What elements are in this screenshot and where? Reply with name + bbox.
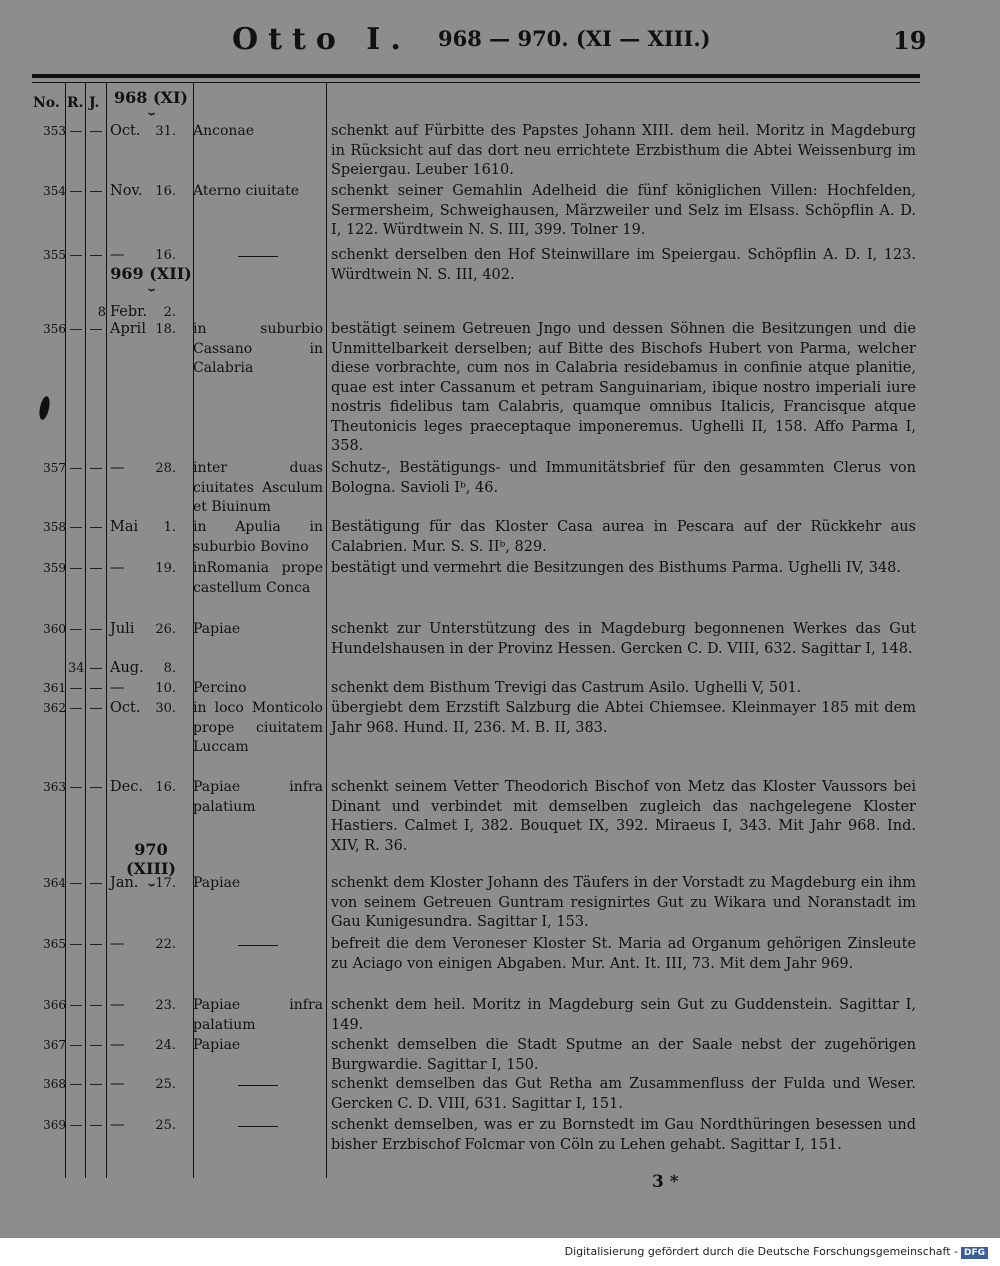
entry-day: 26.: [155, 622, 176, 637]
entry-text: schenkt derselben den Hof Steinwillare im Speiergau. Schöpflin A. D. I, 123. Würdtwein N. S. III, 402.: [331, 247, 916, 283]
regest-ref: —: [69, 520, 83, 535]
entry-place: Papiae: [193, 875, 241, 891]
entry-place: in loco Monticolo prope ciuitatem Luccam: [193, 700, 323, 755]
entry-text: schenkt seiner Gemahlin Adelheid die fünf königlichen Villen: Hochfelden, Sermersheim, Schweighausen, Märzweiler und Selz im Elsass. Schöpflin A. D. I, 122. Würdtwein N. S. III, 399. Tolner 19.: [331, 183, 916, 238]
jaffe-ref: —: [89, 937, 103, 952]
jaffe-ref: —: [89, 1077, 103, 1092]
entry-day: 1.: [163, 520, 176, 535]
entry-number: 361: [43, 681, 66, 695]
entry-month: Oct.: [110, 700, 141, 716]
entry-month: Mai: [110, 519, 139, 535]
entry-text: schenkt auf Fürbitte des Papstes Johann XIII. dem heil. Moritz in Magdeburg in Rücksicht auf das dort neu errichtete Erzbisthum die Abtei Weissenburg im Speiergau. Leuber 1610.: [331, 123, 916, 178]
entry-number: 356: [43, 322, 66, 336]
entry-place: inRomania prope castellum Conca: [193, 560, 323, 596]
jaffe-ref: —: [89, 322, 103, 337]
entry-number: 354: [43, 184, 66, 198]
page-number: 19: [893, 26, 927, 55]
entry-number: 369: [43, 1118, 66, 1132]
ink-blot: [38, 395, 52, 420]
jaffe-ref: —: [89, 661, 103, 676]
entry-place: Papiae infra palatium: [193, 779, 323, 815]
regest-ref: —: [69, 1118, 83, 1133]
entry-number: 368: [43, 1077, 66, 1091]
entry-number: 357: [43, 461, 66, 475]
entry-day: 17.: [155, 876, 176, 891]
regest-ref: —: [69, 876, 83, 891]
signature-mark: 3 *: [652, 1172, 679, 1192]
entry-text: bestätigt und vermehrt die Besitzungen des Bisthums Parma. Ughelli IV, 348.: [331, 560, 902, 576]
entry-month: Oct.: [110, 123, 141, 139]
entry-day: 16.: [155, 184, 176, 199]
place-blank-rule: [238, 1126, 278, 1127]
jaffe-ref: —: [89, 520, 103, 535]
entry-month: Febr.: [110, 304, 148, 320]
page-title: Otto I.: [232, 22, 411, 57]
entry-text: befreit die dem Veroneser Kloster St. Maria ad Organum gehörigen Zinsleute zu Aciago von einigen Abgaben. Mur. Ant. It. III, 73. Mit dem Jahr 969.: [331, 936, 916, 972]
regest-ref: —: [69, 124, 83, 139]
entry-text: schenkt dem Kloster Johann des Täufers in der Vorstadt zu Magdeburg ein ihm von seinem Getreuen Guntram resignirtes Gut zu Wikara und Noranstadt im Gau Kunigesundra. Sagittar I, 153.: [331, 875, 916, 930]
entry-day: 8.: [163, 661, 176, 676]
column-divider: [85, 83, 86, 1178]
entry-text: schenkt seinem Vetter Theodorich Bischof von Metz das Kloster Vaussors bei Dinant und verbindet mit demselben zugleich das nachgelegene Kloster Hastiers. Calmet I, 382. Bouquet IX, 392. Miraeus I, 343. Mit Jahr 968. Ind. XIV, R. 36.: [331, 779, 916, 854]
entry-day: 16.: [155, 248, 176, 263]
entry-text: schenkt dem heil. Moritz in Magdeburg sein Gut zu Guddenstein. Sagittar I, 149.: [331, 997, 916, 1033]
entry-number: 363: [43, 780, 66, 794]
entry-month: —: [110, 1117, 125, 1133]
jaffe-ref: —: [89, 998, 103, 1013]
place-blank-rule: [238, 256, 278, 257]
jaffe-ref: 8: [97, 305, 106, 320]
entry-day: 19.: [155, 561, 176, 576]
entry-day: 30.: [155, 701, 176, 716]
jaffe-ref: —: [89, 701, 103, 716]
entry-month: April: [110, 321, 146, 337]
entry-month: Aug.: [110, 660, 144, 676]
jaffe-ref: —: [89, 1038, 103, 1053]
column-header-j: J.: [89, 95, 100, 111]
entry-day: 16.: [155, 780, 176, 795]
regest-ref: —: [69, 937, 83, 952]
entry-place: Papiae: [193, 621, 241, 637]
entry-day: 25.: [155, 1077, 176, 1092]
entry-day: 18.: [155, 322, 176, 337]
regest-ref: 34: [68, 661, 85, 676]
entry-text: bestätigt seinem Getreuen Jngo und dessen Söhnen die Besitzungen und die Unmittelbarkeit derselben; auf Bitte des Bischofs Hubert von Parma, welcher diese vorbrachte, cum nos in Calabria residebamus in confinie atque planitie, quae est inter Cassanum et petram Sanguinariam, ibique nostro imperiali iure nostris fidelibus tam Calabris, quamque omnibus Italicis, Francisque atque Theutonicis leges praeceptaque imponeremus. Ughelli II, 158. Affo Parma I, 358.: [331, 321, 916, 454]
footer-credit: Digitalisierung gefördert durch die Deutsche Forschungsgemeinschaft - DFG: [565, 1245, 988, 1259]
entry-number: 360: [43, 622, 66, 636]
entry-text: schenkt demselben, was er zu Bornstedt im Gau Nordthüringen besessen und bisher Erzbischof Folcmar von Cöln zu Lehen gehabt. Sagittar I, 151.: [331, 1117, 916, 1153]
entry-day: 28.: [155, 461, 176, 476]
entry-place: Papiae infra palatium: [193, 997, 323, 1033]
entry-day: 2.: [163, 305, 176, 320]
entry-number: 367: [43, 1038, 66, 1052]
entry-month: —: [110, 560, 125, 576]
header-rule-thin: [32, 82, 920, 83]
year-marker: 968 (XI) ⏟: [113, 88, 188, 115]
jaffe-ref: —: [89, 248, 103, 263]
jaffe-ref: —: [89, 780, 103, 795]
entry-month: —: [110, 997, 125, 1013]
entry-day: 31.: [155, 124, 176, 139]
page-year-range: 968 — 970. (XI — XIII.): [438, 26, 711, 51]
entry-day: 10.: [155, 681, 176, 696]
regest-ref: —: [69, 622, 83, 637]
regest-ref: —: [69, 184, 83, 199]
entry-text: schenkt demselben die Stadt Sputme an der Saale nebst der zugehörigen Burgwardie. Sagittar I, 150.: [331, 1037, 916, 1073]
entry-month: —: [110, 1076, 125, 1092]
entry-month: —: [110, 680, 125, 696]
entry-place: inter duas ciuitates Asculum et Biuinum: [193, 460, 323, 515]
regest-ref: —: [69, 1038, 83, 1053]
column-header-no: No.: [33, 95, 60, 111]
entry-text: schenkt zur Unterstützung des in Magdeburg begonnenen Werkes das Gut Hundelshausen in der Provinz Hessen. Gercken C. D. VIII, 632. Sagittar I, 148.: [331, 621, 916, 657]
jaffe-ref: —: [89, 124, 103, 139]
entry-month: Juli: [110, 621, 135, 637]
entry-number: 362: [43, 701, 66, 715]
entry-month: Nov.: [110, 183, 143, 199]
column-divider: [326, 83, 327, 1178]
entry-month: —: [110, 1037, 125, 1053]
entry-place: Anconae: [193, 123, 255, 139]
year-marker: 970 (XIII) ⏟: [125, 840, 176, 886]
entry-month: Jan.: [110, 875, 139, 891]
regest-ref: —: [69, 248, 83, 263]
entry-number: 364: [43, 876, 66, 890]
entry-text: Schutz-, Bestätigungs- und Immunitätsbrief für den gesammten Clerus von Bologna. Savioli Iᵇ, 46.: [331, 460, 916, 496]
regest-ref: —: [69, 681, 83, 696]
regest-ref: —: [69, 461, 83, 476]
column-header-r: R.: [67, 95, 84, 111]
jaffe-ref: —: [89, 561, 103, 576]
entry-text: schenkt demselben das Gut Retha am Zusammenfluss der Fulda und Weser. Gercken C. D. VIII, 631. Sagittar I, 151.: [331, 1076, 916, 1112]
entry-text: Bestätigung für das Kloster Casa aurea in Pescara auf der Rückkehr aus Calabrien. Mur. S. S. IIᵇ, 829.: [331, 519, 916, 555]
place-blank-rule: [238, 1085, 278, 1086]
entry-day: 24.: [155, 1038, 176, 1053]
dfg-logo: DFG: [961, 1247, 988, 1259]
jaffe-ref: —: [89, 876, 103, 891]
place-blank-rule: [238, 945, 278, 946]
entry-text: übergiebt dem Erzstift Salzburg die Abtei Chiemsee. Kleinmayer 185 mit dem Jahr 968. Hund. II, 236. M. B. II, 383.: [331, 700, 916, 736]
entry-number: 355: [43, 248, 66, 262]
entry-day: 25.: [155, 1118, 176, 1133]
entry-number: 353: [43, 124, 66, 138]
regest-ref: —: [69, 322, 83, 337]
entry-number: 366: [43, 998, 66, 1012]
entry-text: schenkt dem Bisthum Trevigi das Castrum Asilo. Ughelli V, 501.: [331, 680, 802, 696]
entry-number: 359: [43, 561, 66, 575]
jaffe-ref: —: [89, 461, 103, 476]
regest-ref: —: [69, 701, 83, 716]
entry-day: 23.: [155, 998, 176, 1013]
regest-ref: —: [69, 780, 83, 795]
entry-place: in suburbio Cassano in Calabria: [193, 321, 323, 376]
jaffe-ref: —: [89, 184, 103, 199]
jaffe-ref: —: [89, 681, 103, 696]
header-rule-thick: [32, 74, 920, 78]
regest-ref: —: [69, 561, 83, 576]
jaffe-ref: —: [89, 622, 103, 637]
regest-ref: —: [69, 1077, 83, 1092]
entry-number: 365: [43, 937, 66, 951]
entry-month: Dec.: [110, 779, 143, 795]
entry-place: in Apulia in suburbio Bovino: [193, 519, 323, 555]
entry-place: Aterno ciuitate: [193, 183, 300, 199]
column-divider: [106, 83, 107, 1178]
year-marker: 969 (XII) ⏟: [110, 264, 192, 291]
entry-month: —: [110, 247, 125, 263]
entry-month: —: [110, 936, 125, 952]
entry-day: 22.: [155, 937, 176, 952]
entry-place: Percino: [193, 680, 247, 696]
entry-number: 358: [43, 520, 66, 534]
jaffe-ref: —: [89, 1118, 103, 1133]
entry-place: Papiae: [193, 1037, 241, 1053]
entry-month: —: [110, 460, 125, 476]
regest-ref: —: [69, 998, 83, 1013]
